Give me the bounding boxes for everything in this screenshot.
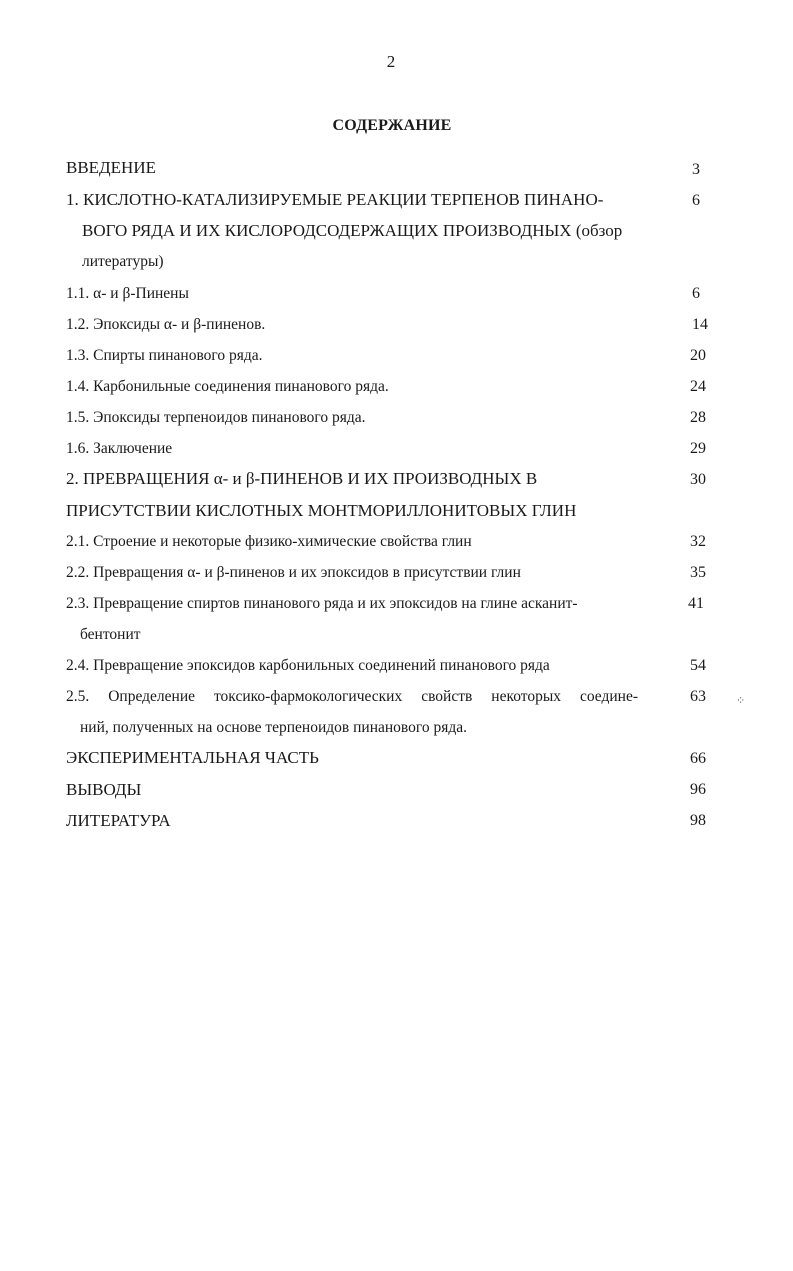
toc-page-number: 29 [690,440,706,457]
toc-page-number: 96 [690,781,706,798]
toc-page-number: 63 [690,688,706,705]
toc-page-number: 28 [690,409,706,426]
toc-entry-title: ВЫВОДЫ [66,780,142,799]
toc-page-number: 98 [690,812,706,829]
toc-entry-title: 1. КИСЛОТНО-КАТАЛИЗИРУЕМЫЕ РЕАКЦИИ ТЕРПЕНОВ ПИНАНО- [66,190,604,209]
page-number: 2 [386,52,396,71]
scan-speck: ⁘ [736,695,746,707]
toc-entry-title: 2. ПРЕВРАЩЕНИЯ α- и β-ПИНЕНОВ И ИХ ПРОИЗВОДНЫХ В [66,469,538,488]
toc-entry-title: 1.1. α- и β-Пинены [66,285,189,302]
toc-page-number: 54 [690,657,706,674]
toc-page-number: 3 [692,161,700,178]
toc-entry-title: 2.2. Превращения α- и β-пиненов и их эпоксидов в присутствии глин [66,564,521,581]
toc-entry-title: 1.5. Эпоксиды терпеноидов пинанового ряда. [66,409,366,426]
toc-page-number: 24 [690,378,706,395]
toc-entry-title-continuation: бентонит [80,626,141,643]
toc-page-number: 66 [690,750,706,767]
toc-page-number: 41 [688,595,704,612]
toc-entry-title: 2.1. Строение и некоторые физико-химические свойства глин [66,533,472,550]
toc-entry-title: 1.2. Эпоксиды α- и β-пиненов. [66,316,266,333]
toc-entry-title: 2.3. Превращение спиртов пинанового ряда и их эпоксидов на глине асканит- [66,595,578,612]
toc-entry-title: 2.4. Превращение эпоксидов карбонильных соединений пинанового ряда [66,657,550,674]
toc-entry-title-continuation: литературы) [82,253,164,270]
toc-entry-title: 1.6. Заключение [66,440,173,457]
toc-entry-title: ВВЕДЕНИЕ [66,158,156,177]
toc-title: СОДЕРЖАНИЕ [332,117,452,134]
toc-entry-title-continuation: ПРИСУТСТВИИ КИСЛОТНЫХ МОНТМОРИЛЛОНИТОВЫХ ГЛИН [66,501,577,520]
toc-page-number: 30 [690,471,706,488]
toc-entry-title: 2.5. Определение токсико-фармокологических свойств некоторых соедине- [66,688,638,705]
toc-entry-title: 1.3. Спирты пинанового ряда. [66,347,263,364]
toc-page-number: 35 [690,564,706,581]
toc-page-number: 6 [692,285,700,302]
toc-entry-title: ЛИТЕРАТУРА [66,811,171,830]
toc-entry-title-continuation: ний, полученных на основе терпеноидов пинанового ряда. [80,719,467,736]
toc-entry-title: ЭКСПЕРИМЕНТАЛЬНАЯ ЧАСТЬ [66,748,319,767]
toc-page-number: 14 [692,316,708,333]
toc-page-number: 20 [690,347,706,364]
toc-page-number: 6 [692,192,700,209]
toc-entry-title: 1.4. Карбонильные соединения пинанового ряда. [66,378,389,395]
toc-page-number: 32 [690,533,706,550]
toc-entry-title-continuation: ВОГО РЯДА И ИХ КИСЛОРОДСОДЕРЖАЩИХ ПРОИЗВОДНЫХ (обзор [82,221,623,240]
